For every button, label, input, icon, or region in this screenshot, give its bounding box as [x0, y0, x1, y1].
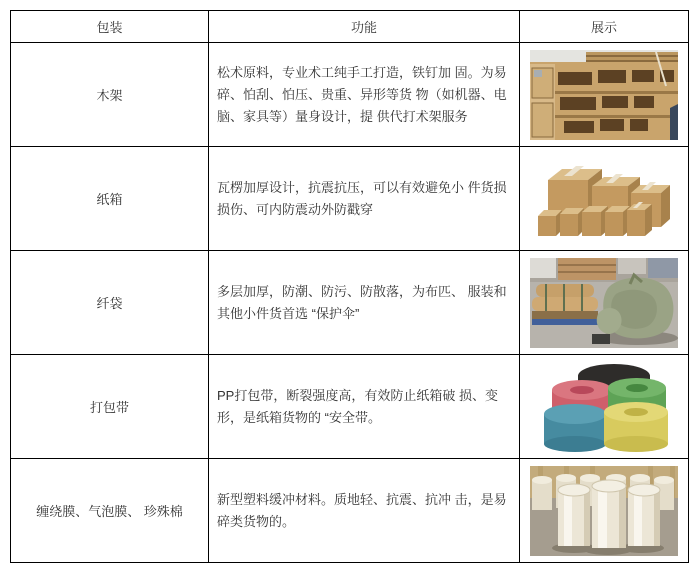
- wooden-crates-photo: [530, 50, 678, 140]
- packaging-name: 缠绕膜、气泡膜、 珍殊棉: [11, 459, 209, 563]
- packaging-function: 新型塑料缓冲材料。质地轻、抗震、抗冲 击，是易碎类货物的。: [209, 459, 520, 563]
- header-packaging: 包装: [11, 11, 209, 43]
- packaging-function: 瓦楞加厚设计，抗震抗压，可以有效避免小 件货损损伤、可内防震动外防戳穿: [209, 147, 520, 251]
- table-row-stretch-film: [11, 459, 689, 563]
- packaging-photo-cell: [520, 147, 689, 251]
- packaging-function: 松术原料，专业术工纯手工打造，铁钉加 固。为易碎、怕刮、怕压、贵重、异形等货 物（如机器、电脑、家具等）量身设计，提 供代打术架服务: [209, 43, 520, 147]
- strapping-rolls-photo: [530, 362, 678, 452]
- packaging-function: PP打包带，断裂强度高，有效防止纸箱破 损、变形，是纸箱货物的 “安全带。: [209, 355, 520, 459]
- packaging-photo-cell: [520, 459, 689, 563]
- stretch-film-rolls-photo: [530, 466, 678, 556]
- header-display: 展示: [520, 11, 689, 43]
- table-row-wooden-crate: [11, 43, 689, 147]
- table-row-carton: [11, 147, 689, 251]
- packaging-photo-cell: [520, 251, 689, 355]
- woven-bags-photo: [530, 258, 678, 348]
- packaging-table: [10, 10, 689, 563]
- table-row-strapping: [11, 355, 689, 459]
- packaging-name: 打包带: [11, 355, 209, 459]
- packaging-photo-cell: [520, 43, 689, 147]
- packaging-function: 多层加厚，防潮、防污、防散落，为布匹、 服装和其他小件货首选 “保护伞”: [209, 251, 520, 355]
- cardboard-boxes-photo: [530, 154, 678, 244]
- header-row: [11, 11, 689, 43]
- packaging-name: 纸箱: [11, 147, 209, 251]
- packaging-name: 木架: [11, 43, 209, 147]
- table-row-woven-bag: [11, 251, 689, 355]
- packaging-photo-cell: [520, 355, 689, 459]
- packaging-name: 纤袋: [11, 251, 209, 355]
- header-function: 功能: [209, 11, 520, 43]
